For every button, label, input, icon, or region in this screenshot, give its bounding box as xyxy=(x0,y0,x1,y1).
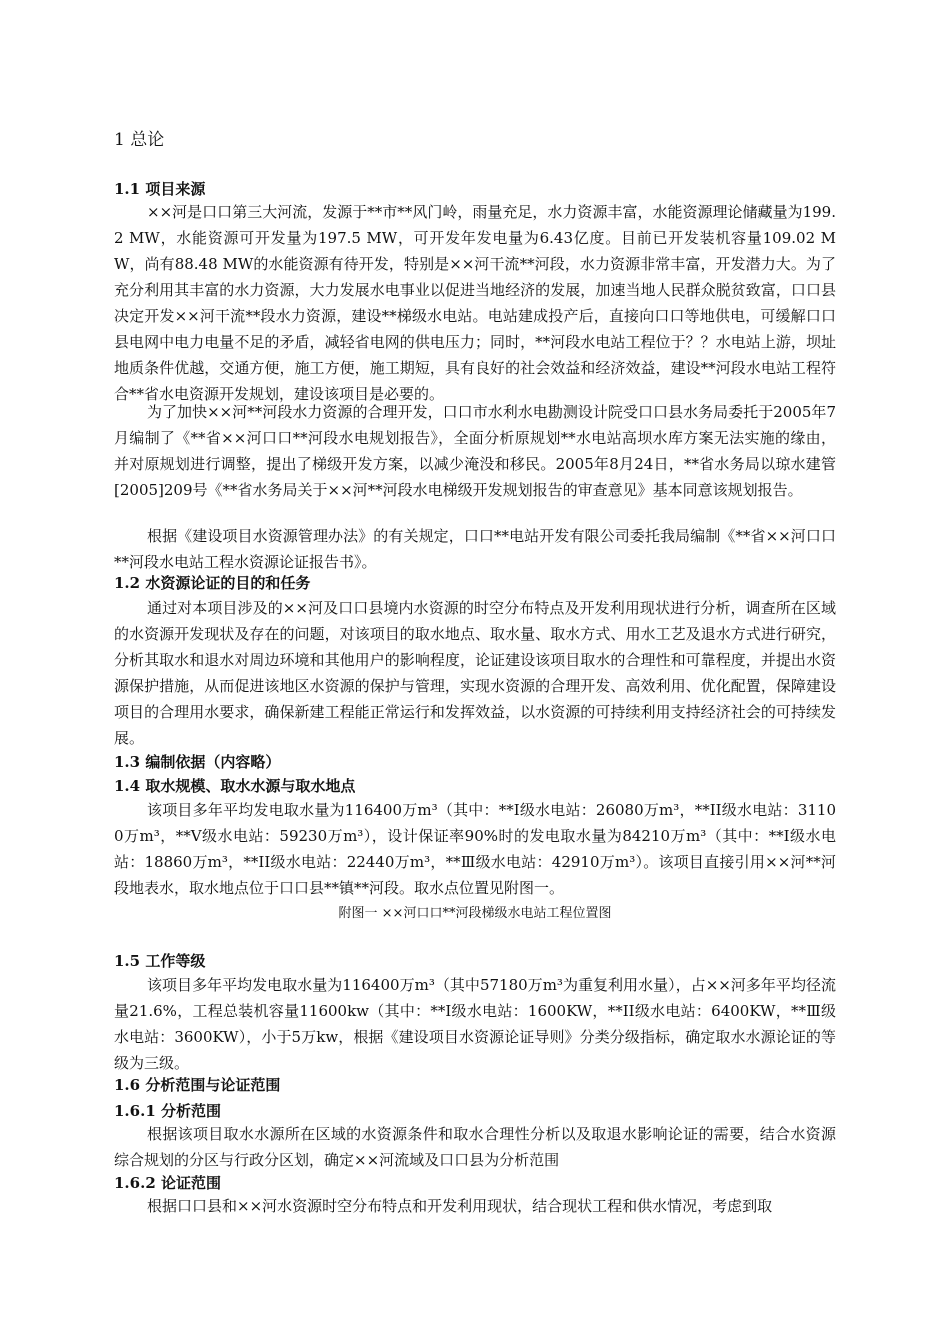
section-1-6-2-paragraph-1: 根据口口县和××河水资源时空分布特点和开发利用现状，结合现状工程和供水情况，考虑到取 xyxy=(147,1197,773,1215)
section-1-6-heading: 1.6 分析范围与论证范围 xyxy=(114,1076,281,1094)
section-1-1-paragraph-1: ××河是口口第三大河流，发源于**市**风门岭，雨量充足，水力资源丰富，水能资源理论储藏量为199.2 MW，水能资源可开发量为197.5 MW，可开发年发电量为6.43亿度。目前已开发装机容量109.02 MW，尚有88.48 MW的水能资源有待开发，特别是××河干流**河段，水力资源非常丰富，开发潜力大。为了充分利用其丰富的水力资源，大力发展水电事业以促进当地经济的发展，加速当地人民群众脱贫致富，口口县决定开发××河干流**段水力资源，建设**梯级水电站。电站建成投产后，直接向口口等地供电，可缓解口口县电网中电力电量不足的矛盾，减轻省电网的供电压力；同时，**河段水电站工程位于？？水电站上游，坝址地质条件优越，交通方便，施工方便，施工期短，具有良好的社会效益和经济效益，建设**河段水电站工程符合**省水电资源开发规划，建设该项目是必要的。 xyxy=(114,203,836,403)
section-1-1-paragraph-3: 根据《建设项目水资源管理办法》的有关规定，口口**电站开发有限公司委托我局编制《**省××河口口**河段水电站工程水资源论证报告书》。 xyxy=(114,527,836,571)
section-1-2-heading: 1.2 水资源论证的目的和任务 xyxy=(114,574,311,592)
section-1-6-1-paragraph-1: 根据该项目取水水源所在区域的水资源条件和取水合理性分析以及取退水影响论证的需要，结合水资源综合规划的分区与行政分区划，确定××河流域及口口县为分析范围 xyxy=(114,1125,836,1169)
chapter-title: 1 总论 xyxy=(114,130,165,150)
section-1-6-2-heading: 1.6.2 论证范围 xyxy=(114,1174,221,1192)
figure-caption: 附图一 ××河口口**河段梯级水电站工程位置图 xyxy=(338,906,612,921)
section-1-1-paragraph-2: 为了加快××河**河段水力资源的合理开发，口口市水利水电勘测设计院受口口县水务局委托于2005年7月编制了《**省××河口口**河段水电规划报告》，全面分析原规划**水电站高坝水库方案无法实施的缘由，并对原规划进行调整，提出了梯级开发方案，以减少淹没和移民。2005年8月24日，**省水务局以琼水建管[2005]209号《**省水务局关于××河**河段水电梯级开发规划报告的审查意见》基本同意该规划报告。 xyxy=(114,403,836,499)
section-1-5-paragraph-1: 该项目多年平均发电取水量为116400万m³（其中57180万m³为重复利用水量），占××河多年平均径流量21.6%，工程总装机容量11600kw（其中：**I级水电站：1600KW，**II级水电站：6400KW，**Ⅲ级水电站：3600KW），小于5万kw，根据《建设项目水资源论证导则》分类分级指标，确定取水水源论证的等级为三级。 xyxy=(114,976,836,1072)
section-1-6-1-heading: 1.6.1 分析范围 xyxy=(114,1102,221,1120)
section-1-3-heading: 1.3 编制依据（内容略） xyxy=(114,753,281,771)
section-1-1-heading: 1.1 项目来源 xyxy=(114,180,206,198)
section-1-4-paragraph-1: 该项目多年平均发电取水量为116400万m³（其中：**I级水电站：26080万m³，**II级水电站：31100万m³，**V级水电站：59230万m³），设计保证率90%时的发电取水量为84210万m³（其中：**I级水电站：18860万m³，**II级水电站：22440万m³，**Ⅲ级水电站：42910万m³）。该项目直接引用××河**河段地表水，取水地点位于口口县**镇**河段。取水点位置见附图一。 xyxy=(114,801,836,897)
section-1-5-heading: 1.5 工作等级 xyxy=(114,952,206,970)
section-1-2-paragraph-1: 通过对本项目涉及的××河及口口县境内水资源的时空分布特点及开发利用现状进行分析，调查所在区域的水资源开发现状及存在的问题，对该项目的取水地点、取水量、取水方式、用水工艺及退水方式进行研究，分析其取水和退水对周边环境和其他用户的影响程度，论证建设该项目取水的合理性和可靠程度，并提出水资源保护措施，从而促进该地区水资源的保护与管理，实现水资源的合理开发、高效利用、优化配置，保障建设项目的合理用水要求，确保新建工程能正常运行和发挥效益，以水资源的可持续利用支持经济社会的可持续发展。 xyxy=(114,599,836,747)
section-1-4-heading: 1.4 取水规模、取水水源与取水地点 xyxy=(114,777,356,795)
